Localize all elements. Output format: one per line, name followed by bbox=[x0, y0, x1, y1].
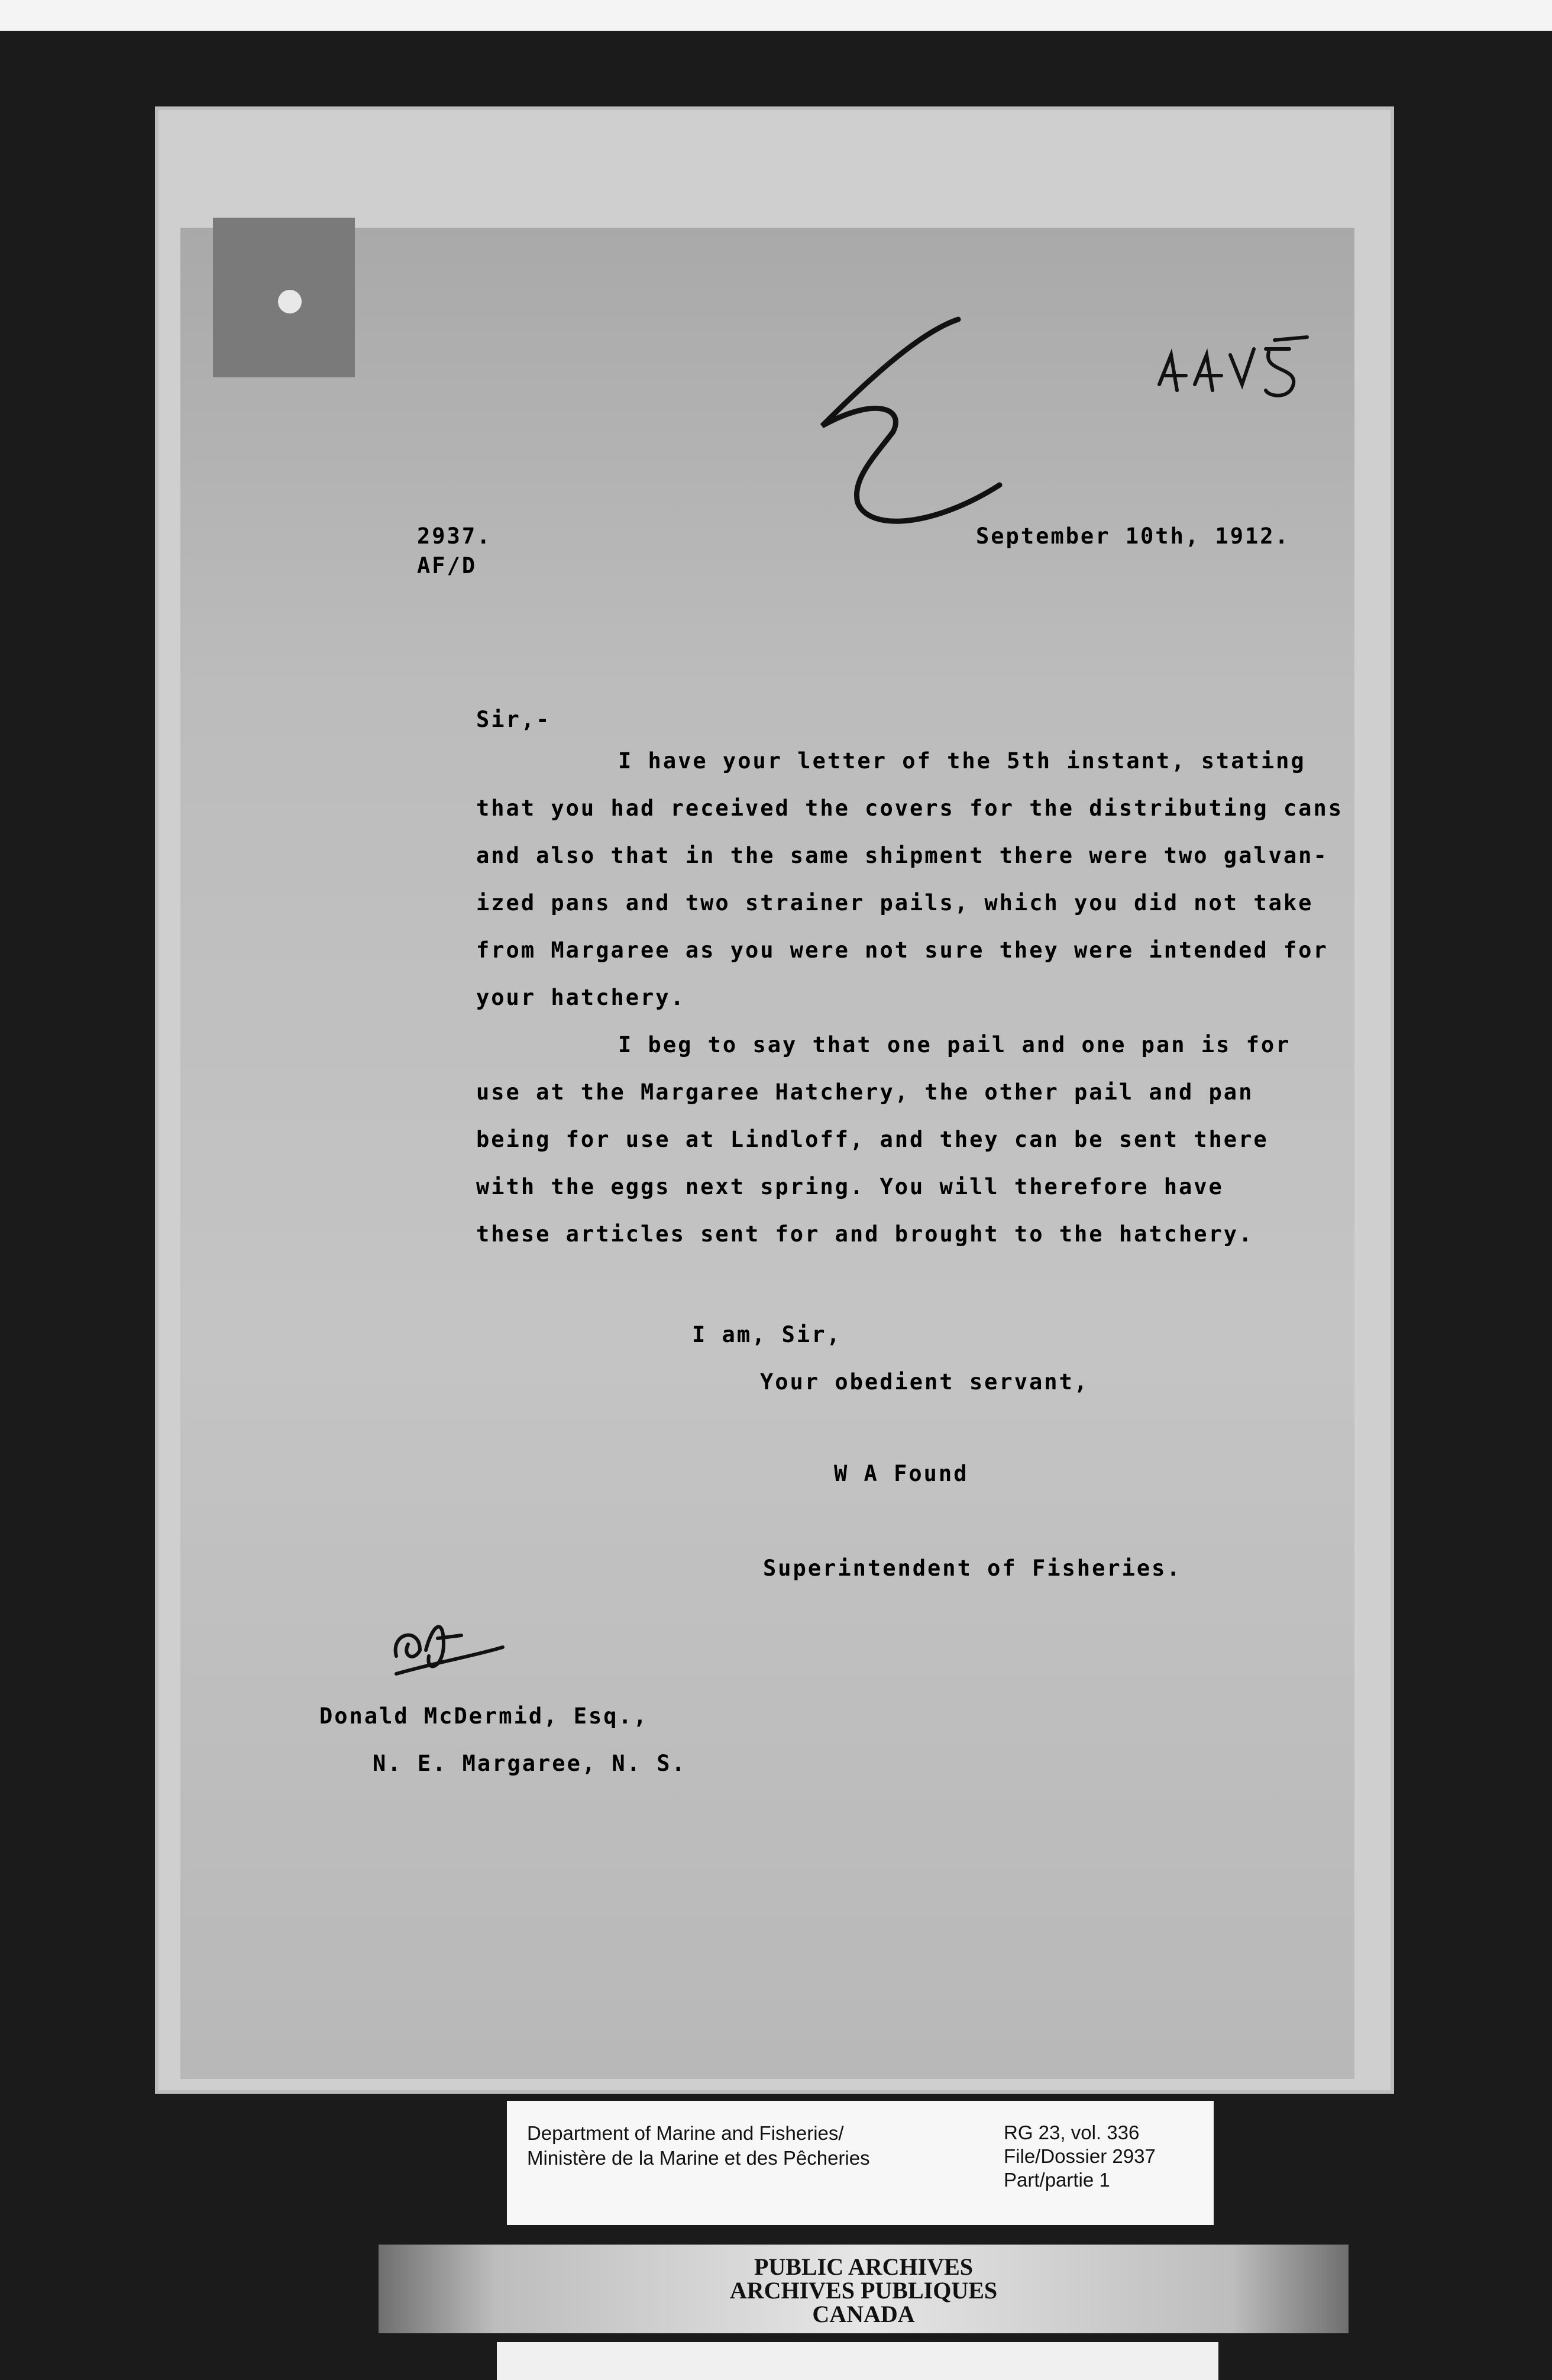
body-line: I have your letter of the 5th instant, stating bbox=[618, 748, 1306, 774]
department-name-en: Department of Marine and Fisheries/ bbox=[527, 2122, 844, 2144]
handwritten-page-number bbox=[1147, 319, 1313, 408]
file-reference: 2937. bbox=[417, 523, 492, 549]
archive-label bbox=[507, 2101, 1214, 2225]
bottom-strip bbox=[497, 2342, 1218, 2380]
body-line: use at the Margaree Hatchery, the other pail and pan bbox=[476, 1079, 1254, 1105]
stamp-line-en: PUBLIC ARCHIVES bbox=[754, 2253, 974, 2280]
signatory-name: W A Found bbox=[834, 1461, 969, 1486]
record-group: RG 23, vol. 336 bbox=[1004, 2122, 1140, 2143]
salutation: Sir,- bbox=[476, 707, 551, 732]
handwritten-initials bbox=[379, 1591, 515, 1680]
file-reference-code: AF/D bbox=[417, 553, 477, 578]
body-line: your hatchery. bbox=[476, 985, 686, 1010]
body-line: I beg to say that one pail and one pan is for bbox=[618, 1032, 1291, 1058]
part-partie: Part/partie 1 bbox=[1004, 2169, 1110, 2191]
signatory-title: Superintendent of Fisheries. bbox=[763, 1556, 1182, 1581]
addressee-name: Donald McDermid, Esq., bbox=[319, 1703, 649, 1729]
body-line: that you had received the covers for the distributing cans bbox=[476, 796, 1344, 821]
body-line: ized pans and two strainer pails, which you did not take bbox=[476, 890, 1314, 916]
body-line: and also that in the same shipment there were two galvan- bbox=[476, 843, 1328, 868]
public-archives-stamp bbox=[379, 2245, 1349, 2333]
addressee-place: N. E. Margaree, N. S. bbox=[373, 1751, 687, 1776]
closing-servant: Your obedient servant, bbox=[760, 1369, 1089, 1395]
body-line: these articles sent for and brought to the hatchery. bbox=[476, 1221, 1254, 1247]
file-dossier: File/Dossier 2937 bbox=[1004, 2145, 1156, 2167]
stamp-line-fr: ARCHIVES PUBLIQUES bbox=[729, 2277, 998, 2304]
body-line: from Margaree as you were not sure they were intended for bbox=[476, 937, 1328, 963]
body-line: being for use at Lindloff, and they can be sent there bbox=[476, 1127, 1269, 1152]
stamp-line-country: CANADA bbox=[812, 2301, 915, 2327]
department-name bbox=[527, 2121, 870, 2171]
archive-reference bbox=[1004, 2121, 1156, 2192]
letter-date: September 10th, 1912. bbox=[976, 523, 1290, 549]
closing-line: I am, Sir, bbox=[692, 1322, 842, 1347]
letter-page bbox=[180, 228, 1354, 2079]
punch-hole-icon bbox=[278, 290, 302, 313]
body-line: with the eggs next spring. You will therefore have bbox=[476, 1174, 1224, 1199]
handwritten-e-mark bbox=[804, 308, 1029, 544]
top-margin-strip bbox=[0, 0, 1552, 31]
department-name-fr: Ministère de la Marine et des Pêcheries bbox=[527, 2147, 870, 2169]
